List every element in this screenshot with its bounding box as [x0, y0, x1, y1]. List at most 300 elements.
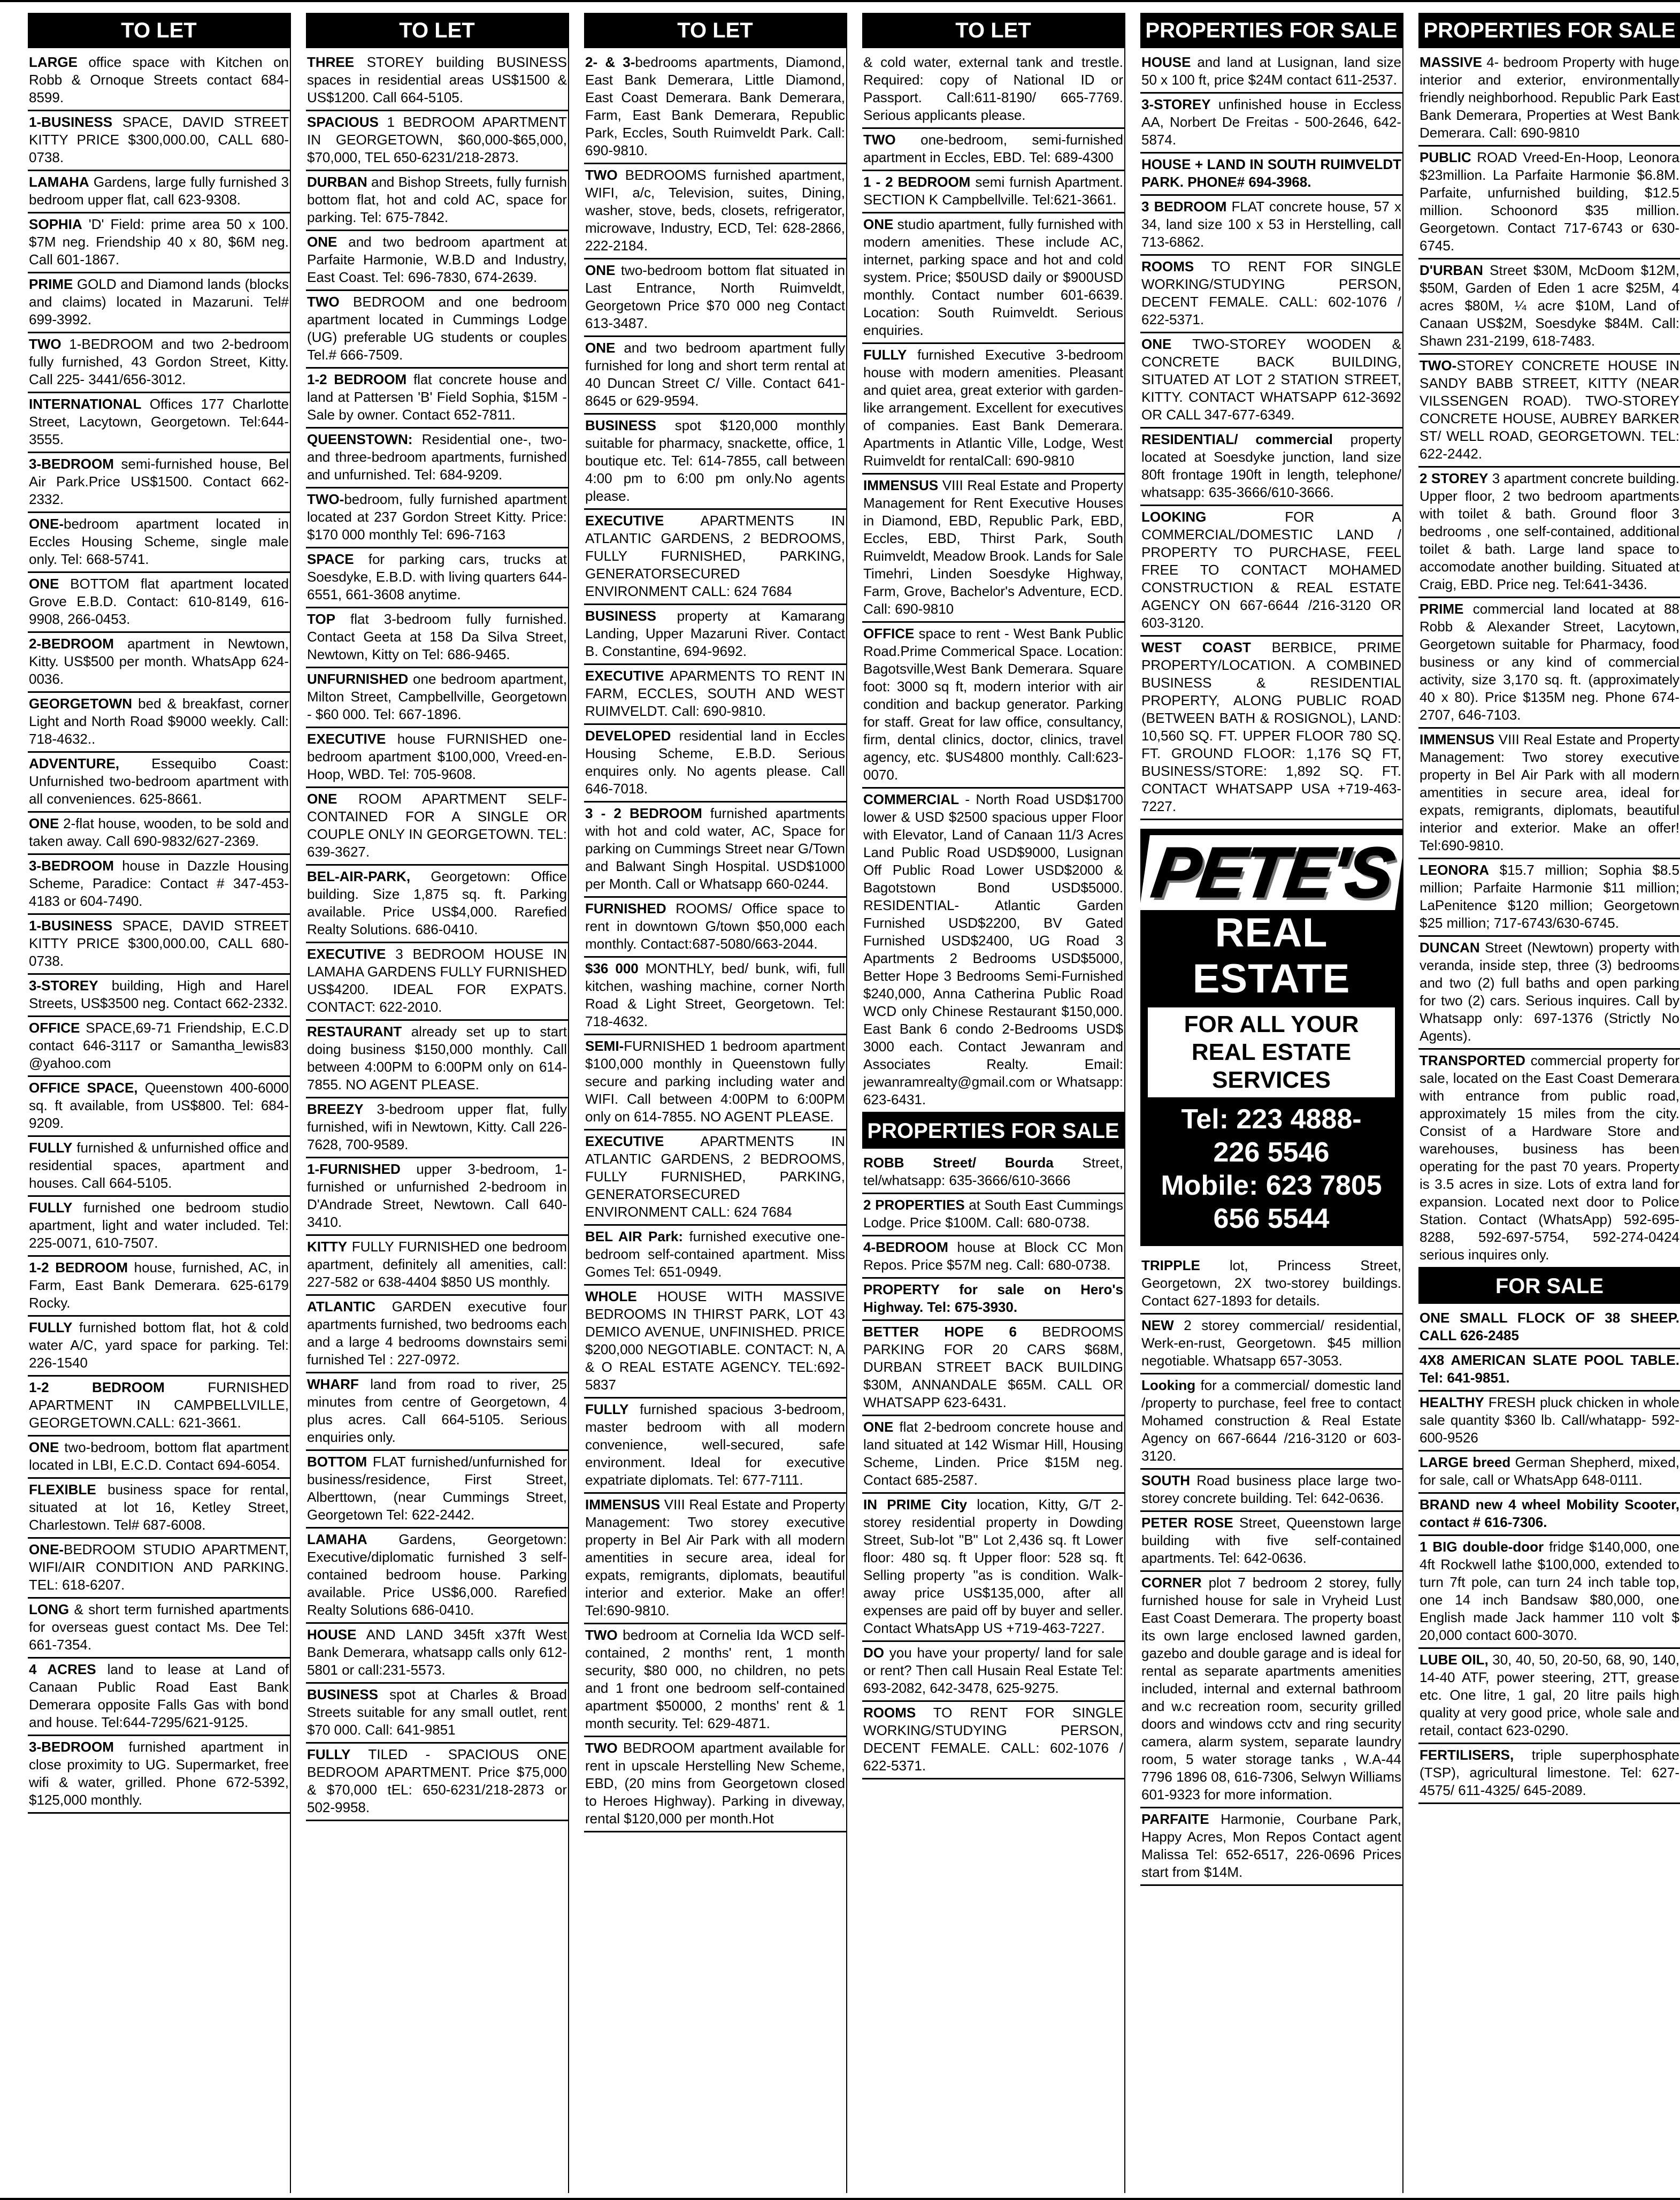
ad-body: fridge $140,000, one 4ft Rockwell lathe $100,000, extended to turn 7ft pole, can turn 24 inch table top, one 14 inch Bandsaw $80,000, one English made Jack hammer 110 volt $ 20,000 contact 600-3070.: [1420, 1539, 1679, 1643]
classified-ad: [306, 231, 568, 291]
classified-ad: [1418, 1649, 1680, 1744]
ad-body: two-bedroom bottom flat situated in Last Entrance, North Ruimveldt, Georgetown Price $70 000 neg Contact 613-3487.: [585, 262, 845, 331]
classified-ad: [1140, 1512, 1402, 1572]
classified-ad: [584, 605, 846, 665]
ad-lead: ONE: [585, 340, 616, 356]
ad-body: Gardens, large fully furnished 3 bedroom upper flat, call 623-9308.: [29, 174, 289, 208]
classified-ad: [306, 429, 568, 488]
ad-body: house, furnished, AC, in Farm, East Bank Demerara. 625-6179 Rocky.: [29, 1259, 289, 1311]
ad-lead: PETER ROSE: [1141, 1515, 1233, 1531]
ad-body: 3 apartment concrete building. Upper floor, 2 two bedroom apartments with toilet & bath. Ground floor 3 bedrooms , one self-contained, additional toilet & bath. Large land space to accomodate another building. Situated at Craig, EBD. Price neg. Tel:641-3436.: [1420, 470, 1679, 592]
classified-ad: [584, 1226, 846, 1286]
ad-body: APARTMENTS IN ATLANTIC GARDENS, 2 BEDROOMS, FULLY FURNISHED, PARKING, GENERATORSECURED ENVIRONMENT CALL: 624 7684: [585, 1133, 845, 1220]
ad-lead: BREEZY: [307, 1101, 364, 1117]
ad-lead: ONE: [863, 216, 894, 232]
classified-ad: [306, 171, 568, 231]
ad-body: Harmonie, Courbane Park, Happy Acres, Mon Repos Contact agent Malissa Tel: 652-6517, 226-0696 Prices start from $14M.: [1141, 1811, 1401, 1880]
ad-lead: TOP: [307, 611, 335, 627]
ad-body: Georgetown: Office building. Size 1,875 sq. ft. Parking available. Price US$4,000. Rarefied Realty Solutions. 686-0410.: [307, 868, 567, 937]
classified-ad: [1418, 1494, 1680, 1536]
classified-ad: [306, 488, 568, 548]
ad-body: FULLY FURNISHED one bedroom apartment, definitely all amenities, call: 227-582 or 638-4404 $850 US monthly.: [307, 1239, 567, 1290]
ad-body: plot 7 bedroom 2 storey, fully furnished house for sale in Vryheid Lust East Coast Demerara. The property boast its own large enclosed lawned garden, gazebo and double garage and is ideal for rental as separate apartments amenities included, internal and external bathroom and w.c recreation room, security grilled doors and windows cctv and ring security camera, alarm system, separate laundry room, 5 water storage tanks , W.A-44 7796 1896 08, 616-7306, Selwyn Williams 601-9323 for more information.: [1141, 1575, 1401, 1802]
classified-ad: [28, 1599, 290, 1659]
ad-body: semi-furnished house, Bel Air Park.Price US$1500. Contact 662-2332.: [29, 456, 289, 507]
classified-ad: [862, 789, 1124, 1113]
classified-ad: [1418, 1744, 1680, 1804]
classified-ad: [306, 728, 568, 788]
ad-body: furnished & unfurnished office and residential spaces, apartment and houses. Call 664-5105.: [29, 1140, 289, 1191]
ad-lead: SOUTH: [1141, 1472, 1190, 1488]
ad-body: & cold water, external tank and trestle. Required: copy of National ID or Passport. Call:611-8190/ 665-7769. Serious applicants please.: [863, 54, 1123, 123]
classified-ad: [1418, 1392, 1680, 1452]
ad-body: flat concrete house and land at Pattersen 'B' Field Sophia, $15M - Sale by owner. Contact 652-7811.: [307, 371, 567, 423]
ad-body: and two bedroom apartment at Parfaite Harmonie, W.B.D and Industry, East Coast. Tel: 696-7830, 674-2639.: [307, 234, 567, 285]
ad-body: Street $30M, McDoom $12M, $50M, Garden of Eden 1 acre $25M, 4 acres $80M, ¼ acre $10M, Land of Canaan US$2M, Soesdyke $84M. Call: Shawn 231-2199, 618-7483.: [1420, 262, 1679, 349]
classified-ad: [862, 51, 1124, 129]
ad-body: triple superphosphate (TSP), agricultural limestone. Tel: 627-4575/ 611-4325/ 645-2089.: [1420, 1747, 1679, 1798]
classified-ad: [306, 1098, 568, 1158]
classified-ad: [862, 1642, 1124, 1702]
section-header: PROPERTIES FOR SALE: [862, 1113, 1124, 1149]
classified-ad: [306, 111, 568, 171]
classified-ad: [306, 1684, 568, 1744]
classified-ad: [28, 393, 290, 453]
ad-lead: EXECUTIVE: [307, 946, 386, 962]
ad-body: you have your property/ land for sale or rent? Then call Husain Real Estate Tel: 693-2082, 642-3478, 625-9275.: [863, 1645, 1123, 1696]
ad-body: Offices 177 Charlotte Street, Lacytown, Georgetown. Tel:644-3555.: [29, 396, 289, 447]
ad-body: spot at Charles & Broad Streets suitable for any small outlet, rent $70 000. Call: 641-9851: [307, 1686, 567, 1738]
ad-lead: SEMI-: [585, 1038, 624, 1054]
ad-body: $15.7 million; Sophia $8.5 million; Parfaite Harmonie $11 million; LaPenitence $120 million; Georgetown $25 million; 717-6743/630-6745.: [1420, 862, 1679, 931]
ad-body: furnished bottom flat, hot & cold water A/C, yard space for parking. Tel: 226-1540: [29, 1319, 289, 1371]
ad-body: BERBICE, PRIME PROPERTY/LOCATION. A COMBINED BUSINESS & RESIDENTIAL PROPERTY, ALONG PUBLIC ROAD (BETWEEN BATH & ROSIGNOL), LAND: 10,560 SQ. FT. UPPER FLOOR 780 SQ. FT. GROUND FLOOR: 1,176 SQ FT, BUSINESS/STORE: 1,892 SQ. FT. CONTACT WHATSAPP USA +719-463-7227.: [1141, 639, 1401, 814]
ad-lead: NEW: [1141, 1317, 1174, 1333]
classified-ad: [1418, 51, 1680, 147]
ad-lead: DUNCAN: [1420, 939, 1480, 956]
ad-lead: 1-2 BEDROOM: [29, 1379, 165, 1395]
ad-body: and two bedroom apartment fully furnished for long and short term rental at 40 Duncan Street C/ Ville. Contact 641-8645 or 629-9594.: [585, 340, 845, 409]
ad-body: furnished one bedroom studio apartment, light and water included. Tel: 225-0071, 610-7507.: [29, 1200, 289, 1251]
ad-lead: TRIPPLE: [1141, 1257, 1200, 1273]
classified-ad: [584, 164, 846, 259]
ad-lead: PARFAITE: [1141, 1811, 1209, 1827]
classified-ad: [862, 1416, 1124, 1494]
ad-lead: WHOLE: [585, 1288, 637, 1304]
classified-ad: [862, 171, 1124, 213]
ad-body: SPACE, DAVID STREET KITTY PRICE $300,000.00, CALL 680-0738.: [29, 918, 289, 969]
ad-lead: LARGE: [29, 54, 78, 70]
section-header: TO LET: [584, 13, 846, 48]
ad-lead: FULLY: [585, 1401, 629, 1417]
ad-body: 'D' Field: prime area 50 x 100. $7M neg. Friendship 40 x 80, $6M neg. Call 601-1867.: [29, 216, 289, 268]
classified-ad: [28, 975, 290, 1017]
ad-lead: 2 PROPERTIES: [863, 1197, 965, 1213]
classified-ad: [28, 1377, 290, 1437]
ad-body: BOTTOM flat apartment located Grove E.B.D. Contact: 610-8149, 616-9908, 266-0453.: [29, 576, 289, 627]
ad-lead: TWO: [863, 132, 896, 148]
ad-lead: 1-BUSINESS: [29, 918, 113, 934]
ad-lead: LONG: [29, 1601, 70, 1617]
ad-lead: 1-2 BEDROOM: [29, 1259, 128, 1275]
ad-body: VIII Real Estate and Property Management for Rent Executive Houses in Diamond, EBD, Republic Park, EBD, Eccles, EBD, Thirst Park, South Ruimveldt, Meadow Brook. Lands for Sale Timehri, Linden Soesdyke Highway, Farm, Grove, Bachelor's Adventure, ECD. Call: 690-9810: [863, 477, 1123, 617]
ad-body: GARDEN executive four apartments furnished, two bedrooms each and a large 4 bedrooms downstairs semi furnished Tel : 227-0972.: [307, 1298, 567, 1368]
ad-body: TILED - SPACIOUS ONE BEDROOM APARTMENT. Price $75,000 & $70,000 tEL: 650-6231/218-2873 or 502-9958.: [307, 1746, 567, 1815]
ad-body: 3 BEDROOM HOUSE IN LAMAHA GARDENS FULLY FURNISHED US$4200. IDEAL FOR EXPATS. CONTACT: 622-2010.: [307, 946, 567, 1015]
classified-ad: [28, 1479, 290, 1539]
classified-ad: [1418, 259, 1680, 355]
ad-lead: ROOMS: [1141, 258, 1194, 274]
classified-ad: [584, 51, 846, 164]
classified-ad: [28, 633, 290, 693]
ad-lead: HOUSE + LAND IN SOUTH RUIMVELDT PARK. PHONE# 694-3968.: [1141, 156, 1401, 190]
classified-ad: [1140, 506, 1402, 637]
ad-body: furnished Executive 3-bedroom house with modern amenities. Pleasant and quiet area, great exterior with garden- like arrangement. Excellent for executives of companies. East Bank Demerara. Apartments in Atlantic Ville, Lodge, West Ruimveldt for rentalCall: 690-9810: [863, 347, 1123, 469]
ad-lead: FURNISHED: [585, 900, 666, 916]
classified-ad: [306, 291, 568, 369]
ad-lead: FERTILISERS,: [1420, 1747, 1514, 1763]
ad-lead: GEORGETOWN: [29, 696, 133, 712]
ad-body: and land at Lusignan, land size 50 x 100 ft, price $24M contact 611-2537.: [1141, 54, 1401, 88]
classified-ad: [584, 898, 846, 958]
ad-lead: CORNER: [1141, 1575, 1202, 1591]
ad-lead: HOUSE: [307, 1626, 357, 1643]
classified-ad: [306, 1451, 568, 1529]
ad-lead: ADVENTURE,: [29, 755, 120, 771]
classified-ad: [306, 943, 568, 1021]
ad-lead: ONE: [1141, 336, 1172, 352]
ad-lead: 4X8 AMERICAN SLATE POOL TABLE. Tel: 641-9851.: [1420, 1352, 1679, 1386]
classified-ad: [1140, 637, 1402, 820]
classified-ad: [306, 1529, 568, 1624]
classified-ad: [306, 1744, 568, 1821]
ad-lead: 3 - 2 BEDROOM: [585, 805, 702, 821]
logo-brand-wrap: [1145, 835, 1398, 910]
ad-body: property located at Soesdyke junction, land size 80ft frontage 190ft in length, telephone/ whatsapp: 635-3666/610-3666.: [1141, 431, 1402, 500]
classified-ad: [306, 1021, 568, 1098]
column-4: [862, 13, 1125, 2193]
classified-ad: [1140, 1572, 1402, 1808]
ad-lead: 2- & 3-: [585, 54, 635, 70]
ad-body: space to rent - West Bank Public Road.Prime Commerical Space. Location: Bagotsville,West Bank Demerara. Square foot: 3000 sq ft, modern interior with air condition and backup generator. Parking for staff. Great for law office, consultancy, firm, dental clinics, doctor, clinics, travel agency, etc. $US4800 monthly. Call:623-0070.: [863, 625, 1123, 783]
classified-ad: [862, 1236, 1124, 1279]
classified-ad: [28, 753, 290, 813]
classified-ad: [862, 1152, 1124, 1194]
ad-body: bedroom at Cornelia Ida WCD self-contained, 2 months' rent, 1 month security, $80 000, no children, no pets and 1 front one bedroom self-contained apartment $50000, 2 months' rent & 1 month security. Tel: 629-4871.: [585, 1627, 845, 1731]
ad-body: Residential one-, two- and three-bedroom apartments, furnished and unfurnished. Tel: 684-9209.: [307, 431, 567, 483]
ad-lead: PRIME: [29, 276, 73, 292]
ad-lead: SPACIOUS: [307, 114, 379, 130]
classified-ad: [306, 668, 568, 728]
logo-brand: PETE'S: [1140, 835, 1403, 910]
ad-lead: BETTER HOPE 6: [863, 1324, 1017, 1340]
ad-lead: HEALTHY: [1420, 1394, 1484, 1410]
ad-body: 1-BEDROOM and two 2-bedroom fully furnished, 43 Gordon Street, Kitty. Call 225- 3441/656-3012.: [29, 336, 289, 387]
section-header: FOR SALE: [1418, 1269, 1680, 1304]
ad-lead: 2-BEDROOM: [29, 636, 114, 652]
ad-lead: IMMENSUS: [585, 1496, 661, 1512]
ad-body: bedrooms apartments, Diamond, East Bank Demerara, Little Diamond, East Coast Demerara. Bank Demerara, Farm, East Bank Demerara, Republic Park, Eccles, South Ruimveldt Park. Call: 690-9810.: [585, 54, 845, 158]
ad-lead: OFFICE SPACE,: [29, 1080, 138, 1096]
ad-body: residential land in Eccles Housing Scheme, E.B.D. Serious enquires only. No agents please. Call 646-7018.: [585, 728, 845, 797]
ad-body: for a commercial/ domestic land /property to purchase, feel free to contact Mohamed construction & Real Estate Agency on 667-6644 /216-3120 or 603-3120.: [1141, 1377, 1401, 1464]
ad-lead: DO: [863, 1645, 884, 1661]
ad-body: one-bedroom, semi-furnished apartment in Eccles, EBD. Tel: 689-4300: [863, 132, 1123, 165]
logo-tel-2: 226 5546: [1213, 1137, 1330, 1168]
column-3: [584, 13, 847, 2193]
ad-body: Street, tel/whatsapp: 635-3666/610-3666: [863, 1155, 1123, 1188]
classified-ad: [28, 111, 290, 171]
ad-lead: FULLY: [29, 1319, 73, 1335]
classified-ad: [1418, 468, 1680, 598]
ad-lead: LOOKING: [1141, 509, 1207, 525]
ad-body: furnished executive one-bedroom self-contained apartment. Miss Gomes Tel: 651-0949.: [585, 1228, 845, 1280]
ad-lead: TWO: [307, 294, 340, 310]
classified-ad: [584, 1624, 846, 1737]
ad-body: FURNISHED APARTMENT IN CAMPBELLVILLE, GEORGETOWN.CALL: 621-3661.: [29, 1379, 289, 1431]
ad-body: German Shepherd, mixed, for sale, call or WhatsApp 648-0111.: [1420, 1454, 1679, 1488]
ad-body: location, Kitty, G/T 2-storey residential property in Dowding Street, Sub-lot "B" Lot 2,436 sq. ft Lower floor: 480 sq. ft Upper floor: 528 sq. ft Selling property "as is condition. Walk-away price US$135,000, after all expenses are paid off by buyer and seller. Contact WhatsApp US +719-463-7227.: [863, 1496, 1123, 1636]
classified-ad: [306, 369, 568, 429]
ad-lead: ONE: [29, 815, 59, 831]
ad-body: 2-flat house, wooden, to be sold and taken away. Call 690-9832/627-2369.: [29, 815, 289, 849]
classified-ad: [1418, 355, 1680, 468]
ad-lead: 3-STOREY: [1141, 96, 1211, 112]
ad-lead: ONE: [585, 262, 616, 278]
ad-lead: ONE: [29, 1439, 59, 1455]
ad-lead: UNFURNISHED: [307, 671, 409, 687]
classified-ad: [584, 415, 846, 510]
ad-body: STOREY CONCRETE HOUSE IN SANDY BABB STREET, KITTY (NEAR VILSSENGEN ROAD). TWO-STOREY CONCRETE HOUSE, AUBREY BARKER ST/ WELL ROAD, GEORGETOWN. TEL: 622-2442.: [1420, 357, 1679, 462]
ad-body: at South East Cummings Lodge. Price $100M. Call: 680-0738.: [863, 1197, 1123, 1231]
classified-ad: [1140, 94, 1402, 154]
ad-body: APARMENTS TO RENT IN FARM, ECCLES, SOUTH AND WEST RUIMVELDT. Call: 690-9810.: [585, 668, 845, 719]
classified-ad: [28, 1257, 290, 1317]
logo-name: REAL ESTATE: [1192, 910, 1351, 1002]
classified-ad: [1418, 1050, 1680, 1269]
ad-body: FLAT concrete house, 57 x 34, land size 100 x 53 in Herstelling, call 713-6862.: [1141, 198, 1401, 250]
ad-lead: BEL-AIR-PARK,: [307, 868, 411, 884]
ad-body: VIII Real Estate and Property Management: Two storey executive property in Bel Air Park with all modern amentities in secure area, ideal for expats, remigrants, diplomats, beautiful interior and exterior. Make an offer! Tel:690-9810.: [1420, 731, 1679, 853]
classified-ad: [28, 1437, 290, 1479]
ad-lead: LUBE OIL,: [1420, 1652, 1489, 1668]
classified-ad: [1140, 51, 1402, 94]
classified-ad: [584, 1286, 846, 1399]
ad-body: SPACE,69-71 Friendship, E.C.D contact 646-3117 or Samantha_lewis83 @yahoo.com: [29, 1020, 289, 1071]
ad-lead: OFFICE: [29, 1020, 80, 1036]
ad-lead: FULLY: [307, 1746, 351, 1762]
ad-lead: ROBB Street/ Bourda: [863, 1155, 1054, 1171]
ad-body: SPACE, DAVID STREET KITTY PRICE $300,000.00, CALL 680-0738.: [29, 114, 289, 165]
ad-body: TWO-STOREY WOODEN & CONCRETE BACK BUILDING, SITUATED AT LOT 2 STATION STREET, KITTY. CONTACT WHATSAPP 612-3692 OR CALL 347-677-6349.: [1141, 336, 1401, 423]
classified-ad: [1140, 333, 1402, 429]
classified-ad: [306, 866, 568, 943]
ad-lead: BUSINESS: [585, 417, 656, 433]
ad-lead: IMMENSUS: [1420, 731, 1495, 747]
ad-lead: EXECUTIVE: [585, 1133, 664, 1149]
ad-body: one bedroom apartment, Milton Street, Campbellville, Georgetown - $60 000. Tel: 667-1896.: [307, 671, 567, 722]
classified-ad: [1418, 147, 1680, 259]
classified-ad: [1140, 154, 1402, 196]
classified-ad: [1418, 598, 1680, 729]
ad-body: commercial property for sale, located on the East Coast Demerara with entrance from public road, approximately 15 miles from the city. Consist of a Hardware Store and warehouses, business has been operating for the past 70 years. Property is 3.5 acres in size. Lots of extra land for expansion. Located next door to Police Station. Contact (WhatsApp) 592-695-8288, 592-697-5754, 592-274-0424 serious inquires only.: [1420, 1052, 1679, 1263]
ad-body: land to lease at Land of Canaan Public Road East Bank Demerara opposite Falls Gas with bond and house. Tel:644-7295/621-9125.: [29, 1661, 289, 1730]
classified-ad: [306, 788, 568, 866]
classified-ad: [862, 623, 1124, 789]
ad-lead: 2 STOREY: [1420, 470, 1489, 486]
ad-body: FOR A COMMERCIAL/DOMESTIC LAND / PROPERTY TO PURCHASE, FEEL FREE TO CONTACT MOHAMED CONSTRUCTION & REAL ESTATE AGENCY ON 667-6644 /216-3120 OR 603-3120.: [1141, 509, 1401, 631]
classified-ad: [306, 51, 568, 111]
ad-lead: 1-FURNISHED: [307, 1161, 401, 1177]
ad-body: flat 2-bedroom concrete house and land situated at 142 Wismar Hill, Housing Scheme, Linden. Price $15M neg. Contact 685-2587.: [863, 1419, 1123, 1488]
ad-lead: TWO-: [1420, 357, 1457, 373]
ad-body: STOREY building BUSINESS spaces in residential areas US$1500 & US$1200. Call 664-5105.: [307, 54, 567, 105]
ad-body: BEDROOM STUDIO APARTMENT, WIFI/AIR CONDITION AND PARKING. TEL: 618-6207.: [29, 1541, 289, 1593]
classified-ad: [1140, 1315, 1402, 1374]
ad-body: BEDROOMS PARKING FOR 20 CARS $68M, DURBAN STREET BACK BUILDING $30M, ANNANDALE $65M. CALL OR WHATSAPP 623-6431.: [863, 1324, 1123, 1410]
ad-lead: 4-BEDROOM: [863, 1239, 948, 1255]
ad-body: & short term furnished apartments for overseas guest contact Ms. Dee Tel: 661-7354.: [29, 1601, 289, 1653]
ad-lead: FULLY: [863, 347, 907, 363]
ad-lead: OFFICE: [863, 625, 915, 641]
ad-lead: ATLANTIC: [307, 1298, 376, 1315]
classified-ad: [306, 1236, 568, 1296]
classified-ad: [584, 337, 846, 415]
ad-body: lot, Princess Street, Georgetown, 2X two-storey buildings. Contact 627-1893 for details.: [1141, 1257, 1401, 1309]
classified-ad: [28, 1077, 290, 1137]
ad-body: furnished apartment in close proximity to UG. Supermarket, free wifi & water, grilled. Phone 672-5392, $125,000 monthly.: [29, 1739, 289, 1808]
classified-ad: [862, 1494, 1124, 1642]
classified-ad: [306, 608, 568, 668]
classified-ad: [1418, 859, 1680, 937]
classified-ad: [28, 573, 290, 633]
ad-lead: DURBAN: [307, 174, 367, 190]
logo-tagline: FOR ALL YOUR REAL ESTATE SERVICES: [1148, 1007, 1395, 1097]
ad-lead: WHARF: [307, 1376, 359, 1392]
ad-lead: RESIDENTIAL/ commercial: [1141, 431, 1333, 447]
ad-body: apartment in Newtown, Kitty. US$500 per month. WhatsApp 624-0036.: [29, 636, 289, 687]
ad-body: semi furnish Apartment. SECTION K Campbellville. Tel:621-3661.: [863, 174, 1123, 208]
ad-lead: ONE: [307, 234, 337, 250]
ad-body: flat 3-bedroom fully furnished. Contact Geeta at 158 Da Silva Street, Newtown, Kitty on Tel: 686-9465.: [307, 611, 567, 662]
classified-ad: [28, 51, 290, 111]
classified-ad: [28, 1017, 290, 1077]
ad-lead: HOUSE: [1141, 54, 1191, 70]
ad-lead: IMMENSUS: [863, 477, 939, 493]
ad-lead: LAMAHA: [307, 1531, 367, 1547]
ad-lead: 1 - 2 BEDROOM: [863, 174, 971, 190]
classified-ad: [862, 1194, 1124, 1236]
ad-lead: PROPERTY for sale on Hero's Highway. Tel: 675-3930.: [863, 1281, 1123, 1315]
classified-ad: [1418, 937, 1680, 1050]
section-header: TO LET: [28, 13, 290, 48]
ad-lead: 3-BEDROOM: [29, 456, 114, 472]
ad-lead: 3-STOREY: [29, 977, 98, 994]
classified-ad: [862, 1279, 1124, 1321]
ad-lead: LARGE breed: [1420, 1454, 1511, 1470]
ad-lead: BRAND new 4 wheel Mobility Scooter, contact # 616-7306.: [1420, 1496, 1679, 1530]
classified-ad: [1418, 1452, 1680, 1494]
classified-ad: [1418, 1307, 1680, 1349]
ad-lead: 3-BEDROOM: [29, 858, 114, 874]
classified-ad: [1140, 429, 1402, 506]
ad-body: TO RENT FOR SINGLE WORKING/STUDYING PERSON, DECENT FEMALE. CALL: 602-1076 / 622-5371.: [863, 1705, 1123, 1774]
ad-body: MONTHLY, bed/ bunk, wifi, full kitchen, washing machine, corner North Road & Light Street, Georgetown. Tel: 718-4632.: [585, 960, 846, 1029]
ad-lead: IN PRIME City: [863, 1496, 968, 1512]
ad-lead: QUEENSTOWN:: [307, 431, 413, 447]
ad-lead: ONE: [863, 1419, 894, 1435]
ad-body: commercial land located at 88 Robb & Alexander Street, Lacytown, Georgetown suitable for Pharmacy, food business or any kind of commercial activity, size 3,170 sq. ft. (approximately 40 x 80). Price $135M neg. Phone 674-2707, 646-7103.: [1420, 601, 1679, 723]
ad-body: BEDROOM and one bedroom apartment located in Cummings Lodge (UG) preferable UG students or couples Tel.# 666-7509.: [307, 294, 567, 363]
ad-body: bedroom apartment located in Eccles Housing Scheme, single male only. Tel: 668-5741.: [29, 516, 289, 567]
ad-lead: BUSINESS: [307, 1686, 378, 1702]
logo-mobile: Mobile: 623 7805: [1161, 1170, 1382, 1201]
ad-lead: ONE SMALL FLOCK OF 38 SHEEP. CALL 626-2485: [1420, 1310, 1679, 1343]
classified-ad: [28, 813, 290, 855]
classified-ad: [306, 1624, 568, 1684]
ad-body: furnished spacious 3-bedroom, master bedroom with all modern convenience, well-secured, safe environment. Ideal for executive expatriate diplomats. Tel: 677-7111.: [585, 1401, 845, 1488]
classified-ad: [584, 510, 846, 605]
classified-ad: [306, 548, 568, 608]
ad-body: ROOMS/ Office space to rent in downtown G/town $50,000 each monthly. Contact:687-5080/663-2044.: [585, 900, 845, 952]
ad-lead: 3-BEDROOM: [29, 1739, 114, 1755]
ad-body: 1 BEDROOM APARTMENT IN GEORGETOWN, $60,000-$65,000, $70,000, TEL 650-6231/218-2873.: [307, 114, 567, 165]
ad-lead: EXECUTIVE: [585, 668, 664, 684]
column-2: [306, 13, 569, 2193]
classified-ad: [28, 333, 290, 393]
classified-ad: [1140, 196, 1402, 256]
ad-body: Street (Newtown) property with veranda, inside step, three (3) bedrooms and two (2) full baths and open parking for two (2) cars. Serious inquires. Call by Whatsapp only: 697-1376 (Strictly No Agents).: [1420, 939, 1679, 1044]
classified-ad: [28, 1736, 290, 1814]
column-6: [1418, 13, 1680, 2193]
ad-lead: 1-2 BEDROOM: [307, 371, 407, 387]
ad-lead: ONE-: [29, 516, 64, 532]
ad-lead: D'URBAN: [1420, 262, 1483, 278]
ad-body: house at Block CC Mon Repos. Price $57M neg. Call: 680-0738.: [863, 1239, 1123, 1273]
classified-ad: [1418, 1349, 1680, 1392]
ad-lead: ONE-: [29, 1541, 64, 1557]
ad-lead: DEVELOPED: [585, 728, 671, 744]
classified-ad: [584, 1130, 846, 1226]
ad-lead: Looking: [1141, 1377, 1196, 1393]
classified-ad: [862, 129, 1124, 171]
ad-lead: SOPHIA: [29, 216, 82, 232]
ad-lead: $36 000: [585, 960, 639, 976]
ad-body: VIII Real Estate and Property Management: Two storey executive property in Bel Air Park with all modern amentities in secure area, ideal for expats, remigrants, diplomats, beautiful interior and exterior. Make an offer! Tel:690-9810.: [585, 1496, 845, 1618]
ad-lead: SPACE: [307, 551, 354, 567]
ad-body: BEDROOM apartment available for rent in upscale Herstelling New Scheme, EBD, (20 mins from Georgetown closed to Heroes Highway). Parking in diveway, rental $120,000 per month.Hot: [585, 1740, 845, 1827]
ad-lead: BEL AIR Park:: [585, 1228, 684, 1244]
ad-lead: MASSIVE: [1420, 54, 1483, 70]
ad-body: Street, Queenstown large building with five self-contained apartments. Tel: 642-0636.: [1141, 1515, 1402, 1566]
ad-body: unfinished house in Eccless AA, Norbert De Freitas - 500-2646, 642-5874.: [1141, 96, 1401, 148]
column-1: [28, 13, 291, 2193]
section-header: PROPERTIES FOR SALE: [1418, 13, 1680, 48]
ad-body: 30, 40, 50, 20-50, 68, 90, 140, 14-40 ATF, power steering, 2TT, grease etc. One litre, 1 gal, 20 litre pails high quality at very good price, whole sale and retail, contact 623-0290.: [1420, 1652, 1679, 1738]
ad-body: house FURNISHED one-bedroom apartment $100,000, Vreed-en-Hoop, WBD. Tel: 705-9608.: [307, 731, 567, 782]
ad-body: for parking cars, trucks at Soesdyke, E.B.D. with living quarters 644-6551, 661-3608 anytime.: [307, 551, 567, 602]
ad-lead: LAMAHA: [29, 174, 89, 190]
ad-body: APARTMENTS IN ATLANTIC GARDENS, 2 BEDROOMS, FULLY FURNISHED, PARKING, GENERATORSECURED ENVIRONMENT CALL: 624 7684: [585, 513, 845, 599]
classified-ad: [28, 513, 290, 573]
ad-lead: BUSINESS: [585, 608, 656, 624]
ad-lead: PRIME: [1420, 601, 1464, 617]
ad-body: 4- bedroom Property with huge interior and exterior, environmentally friendly neighborhood. Republic Park East Bank Demerara, Properties at West Bank Demerara. Call: 690-9810: [1420, 54, 1679, 141]
ad-body: Queenstown 400-6000 sq. ft available, from US$800. Tel: 684-9209.: [29, 1080, 289, 1131]
classified-ad: [1140, 1470, 1402, 1512]
ad-body: building, High and Harel Streets, US$3500 neg. Contact 662-2332.: [29, 977, 289, 1011]
ad-body: bed & breakfast, corner Light and North Road $9000 weekly. Call: 718-4632..: [29, 696, 289, 747]
